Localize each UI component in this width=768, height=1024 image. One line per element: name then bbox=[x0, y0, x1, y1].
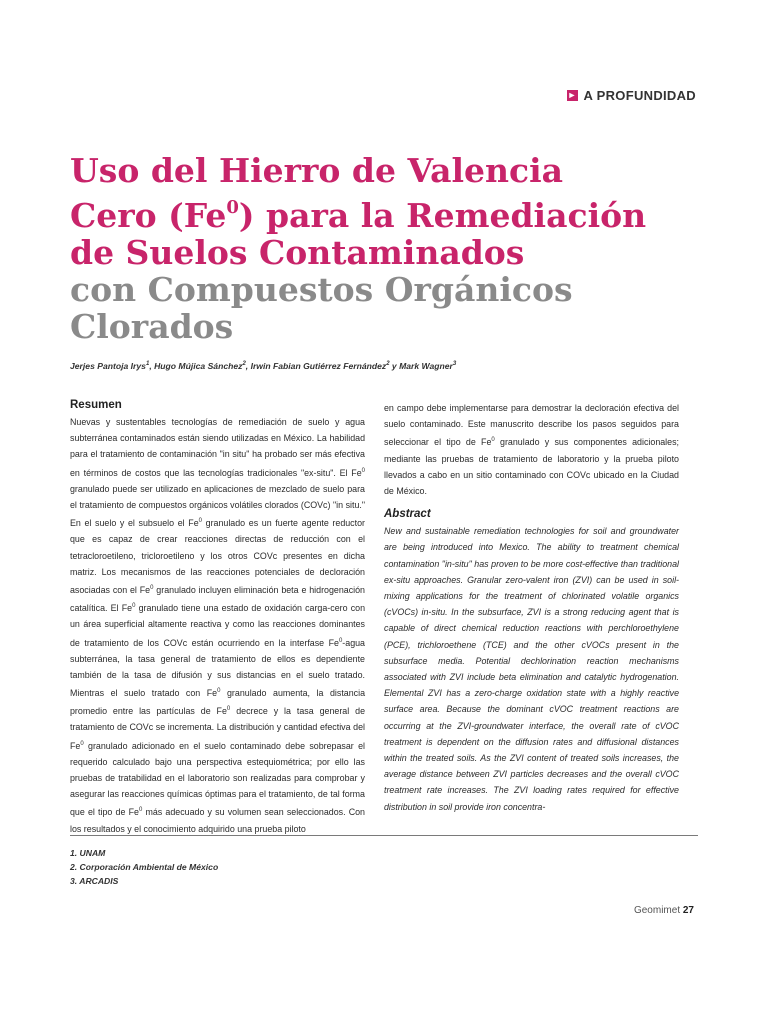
footnote-divider bbox=[70, 835, 698, 836]
author-2-affil: 2 bbox=[242, 361, 246, 368]
footnote-1: 1. UNAM bbox=[70, 848, 106, 858]
author-4: Mark Wagner bbox=[399, 361, 453, 371]
author-1: Jerjes Pantoja Irys bbox=[70, 361, 146, 371]
abstract-text: New and sustainable remediation technologies for soil and groundwater are being introduced into Mexico. The ability to treatment chemical contamination "in-situ" has proven to be more cost-effective than traditional ex-situ approaches. Granular zero-valent iron (ZVI) can be used in soil-mixing applications for the treatment of chlorinated volatile organics (cVOCs) in-situ. In the subsurface, ZVI is a strong reducing agent that is capable of direct chemical reduction reactions with perchloroethylene (PCE), trichloroethene (TCE) and the other cVOCs present in the subsurface media. Potential dechlorination reaction mechanisms associated with ZVI include beta elimination and catalytic hydrogenation. Elemental ZVI has a zero-charge oxidation state with a highly reactive surface area. Because the dominant cVOC treatment reactions are occurring at the ZVI-groundwater interface, the overall rate of cVOC treatment is dependent on the diffusion rates and diffusional distances within the treated soils. As the ZVI content of treated soils increases, the average distance between ZVI particles decreases and the overall cVOC treatment rate increases. The ZVI loading rates required for effective distribution in soil provide iron concentra- bbox=[384, 526, 679, 812]
author-connector: y bbox=[389, 361, 400, 371]
title-line-2-pre: Cero (Fe bbox=[70, 196, 227, 235]
title-line-2-post: ) para la Remediación bbox=[238, 196, 647, 235]
page-number: 27 bbox=[682, 905, 694, 916]
footnotes bbox=[70, 846, 218, 888]
right-column bbox=[384, 400, 679, 815]
author-list: Jerjes Pantoja Irys$^1$, Hugo Mújica Sánchez$^2$, Irwin Fabian Gutiérrez Fernández$^2$ y Mark Wagner$^3$ bbox=[70, 361, 457, 371]
article-title bbox=[70, 152, 710, 345]
resumen-text: Nuevas y sustentables tecnologías de remediación de suelo y agua subterránea contaminados están siendo utilizadas en México. La habilidad para el tratamiento de contaminación "in situ" ha probado ser más efectiva en términos de costos que las tecnologías tradicionales "ex-situ". El Fe$^0$ granulado puede ser utilizado en aplicaciones de mezclado de suelo para el tratamiento de compuestos orgánicos volátiles clorados (COVc) "in situ." En el suelo y el subsuelo el Fe$^0$ granulado es un fuerte agente reductor que es capaz de crear reacciones directas de reducción con el tetracloroetileno, tricloroetileno y los otros COVc presentes en dicha matriz. Los mecanismos de las reacciones potenciales de decloración asociadas con el Fe$^0$ granulado incluyen eliminación beta e hidrogenación catalítica. El Fe$^0$ granulado tiene una estado de oxidación carga-cero con un área superficial altamente reactiva y como las reacciones dominantes de tratamiento de los COVc están ocurriendo en la interfase Fe$^0$-agua subterránea, la tasa general de tratamiento de ellos es dependiente también de la tasa de difusión y sus distancias en el suelo tratado. Mientras el suelo tratado con Fe$^0$ granulado aumenta, la distancia promedio entre las partículas de Fe$^0$ decrece y la tasa general de tratamiento de COVc se incrementa. La distribución y cantidad efectiva del Fe$^0$ granulado adicionado en el suelo contaminado debe sobrepasar el requerido calculado bajo una perspectiva estequiométrica; por ello las pruebas de tratabilidad en el laboratorio son realizadas para comprobar y asegurar las reacciones químicas óptimas para el tratamiento, de tal forma que el tipo de Fe$^0$ más adecuado y su volumen sean seleccionados. Con los resultados y el conocimiento adquirido una prueba piloto bbox=[70, 417, 366, 834]
resumen-heading: Resumen bbox=[70, 399, 122, 411]
page-folio bbox=[634, 905, 694, 916]
journal-name: Geomimet bbox=[633, 905, 681, 916]
resumen-continued: en campo debe implementarse para demostrar la decloración efectiva del suelo contaminado. Este manuscrito describe los pasos seguidos para seleccionar el tipo de Fe$^0$ granulado y sus componentes adicionales; mediante las pruebas de tratamiento de laboratorio y la prueba piloto llevados a cabo en un sitio contaminado con COVc ubicado en la Ciudad de México. bbox=[384, 403, 679, 496]
footnote-3: 3. ARCADIS bbox=[70, 876, 119, 886]
author-2: Hugo Mújica Sánchez bbox=[154, 361, 243, 371]
section-label: A PROFUNDIDAD bbox=[583, 88, 696, 103]
title-line-3: de Suelos Contaminados bbox=[70, 233, 525, 272]
author-3: Irwin Fabian Gutiérrez Fernández bbox=[250, 361, 387, 371]
section-marker-icon: ► bbox=[567, 90, 577, 100]
author-1-affil: 1 bbox=[145, 361, 150, 368]
footnote-2: 2. Corporación Ambiental de México bbox=[70, 862, 219, 872]
title-line-5: Clorados bbox=[70, 307, 234, 346]
section-tag bbox=[567, 88, 696, 103]
author-4-affil: 3 bbox=[452, 361, 457, 368]
left-column bbox=[70, 396, 365, 837]
abstract-heading: Abstract bbox=[384, 508, 431, 521]
title-line-2 bbox=[70, 196, 646, 235]
title-line-4: con Compuestos Orgánicos bbox=[70, 270, 573, 309]
title-line-1: Uso del Hierro de Valencia bbox=[70, 151, 563, 190]
title-superscript: 0 bbox=[226, 197, 239, 218]
author-3-affil: 2 bbox=[386, 361, 390, 368]
